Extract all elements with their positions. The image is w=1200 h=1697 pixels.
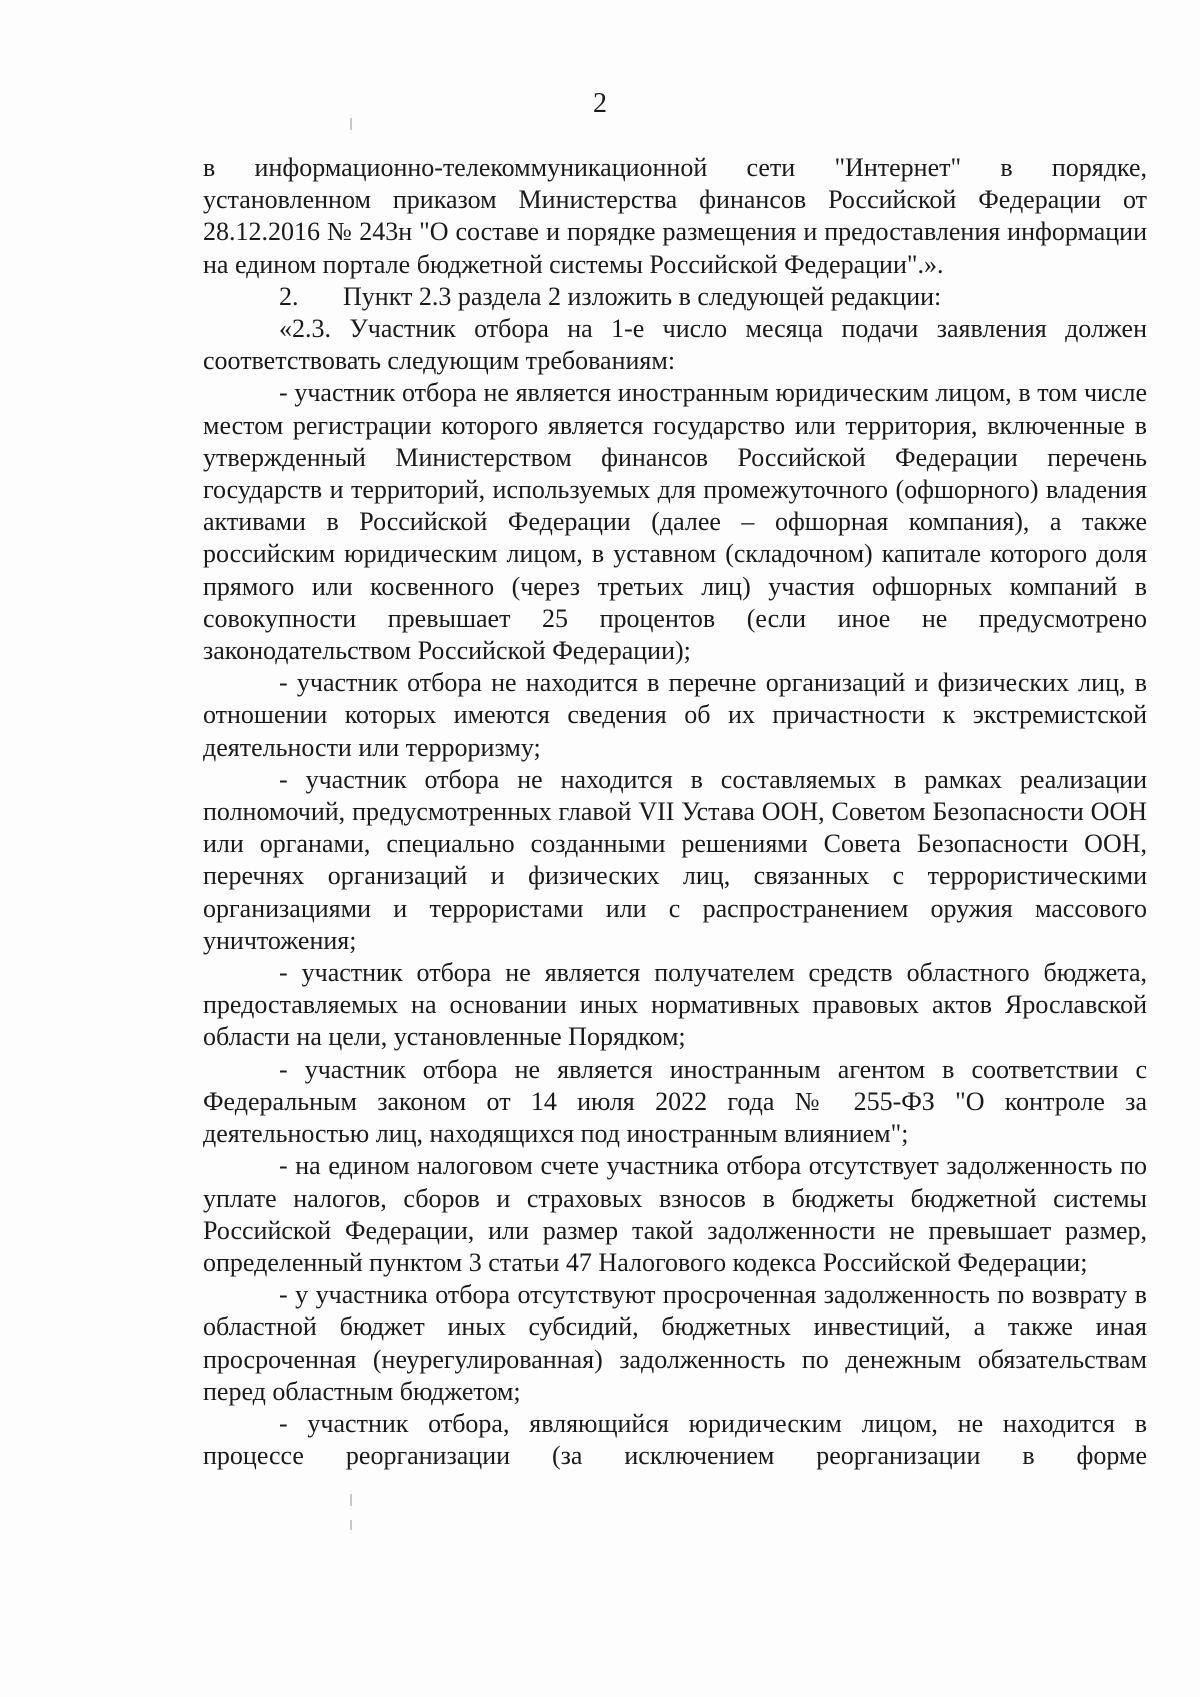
requirement-item: - участник отбора не находится в составляемых в рамках реализации полномочий, предусмотренных главой VII Устава ООН, Советом Безопасности ООН или органами, специально созданными решениями Совета Безопасности ООН, перечнях организаций и физических лиц, связанных с террористическими организациями и террористами или с распространением оружия массового уничтожения; bbox=[203, 764, 1147, 955]
item-number: 2. bbox=[279, 281, 299, 311]
requirement-item: - участник отбора не является получателем средств областного бюджета, предоставляемых на основании иных нормативных правовых актов Ярославской области на цели, установленные Порядком; bbox=[203, 958, 1147, 1052]
paragraph-clause-2-3: «2.3. Участник отбора на 1-е число месяца подачи заявления должен соответствовать следующим требованиям: bbox=[203, 314, 1147, 376]
item-text: Пункт 2.3 раздела 2 изложить в следующей редакции: bbox=[343, 281, 942, 311]
page-number: 2 bbox=[593, 88, 607, 119]
requirement-item: - участник отбора не находится в перечне организаций и физических лиц, в отношении которых имеются сведения об их причастности к экстремистской деятельности или терроризму; bbox=[203, 668, 1147, 762]
requirement-item: - участник отбора не является иностранным юридическим лицом, в том числе местом регистрации которого является государство или территория, включенные в утвержденный Министерством финансов Российской Федерации перечень государств и территорий, используемых для промежуточного (офшорного) владения активами в Российской Федерации (далее – офшорная компания), а также российским юридическим лицом, в уставном (складочном) капитале которого доля прямого или косвенного (через третьих лиц) участия офшорных компаний в совокупности превышает 25 процентов (если иное не предусмотрено законодательством Российской Федерации); bbox=[203, 378, 1147, 666]
scan-artifact bbox=[350, 1520, 352, 1530]
paragraph-continuation: в информационно-телекоммуникационной сети "Интернет" в порядке, установленном приказом Министерства финансов Российской Федерации от 28.12.2016 № 243н "О составе и порядке размещения и предоставления информации на едином портале бюджетной системы Российской Федерации".». bbox=[203, 153, 1147, 279]
requirement-item: - участник отбора не является иностранным агентом в соответствии с Федеральным законом от 14 июля 2022 года № 255-ФЗ "О контроле за деятельностью лиц, находящихся под иностранным влиянием"; bbox=[203, 1054, 1147, 1149]
document-body bbox=[203, 152, 1147, 1472]
numbered-item bbox=[203, 281, 1147, 313]
scan-artifact bbox=[350, 1494, 352, 1506]
requirement-item: - у участника отбора отсутствуют просроченная задолженность по возврату в областной бюджет иных субсидий, бюджетных инвестиций, а также иная просроченная (неурегулированная) задолженность по денежным обязательствам перед областным бюджетом; bbox=[203, 1280, 1147, 1406]
requirement-item: - на едином налоговом счете участника отбора отсутствует задолженность по уплате налогов, сборов и страховых взносов в бюджеты бюджетной системы Российской Федерации, или размер такой задолженности не превышает размер, определенный пунктом 3 статьи 47 Налогового кодекса Российской Федерации; bbox=[203, 1151, 1147, 1277]
requirement-item: - участник отбора, являющийся юридическим лицом, не находится в процессе реорганизации (за исключением реорганизации в форме bbox=[203, 1408, 1147, 1471]
